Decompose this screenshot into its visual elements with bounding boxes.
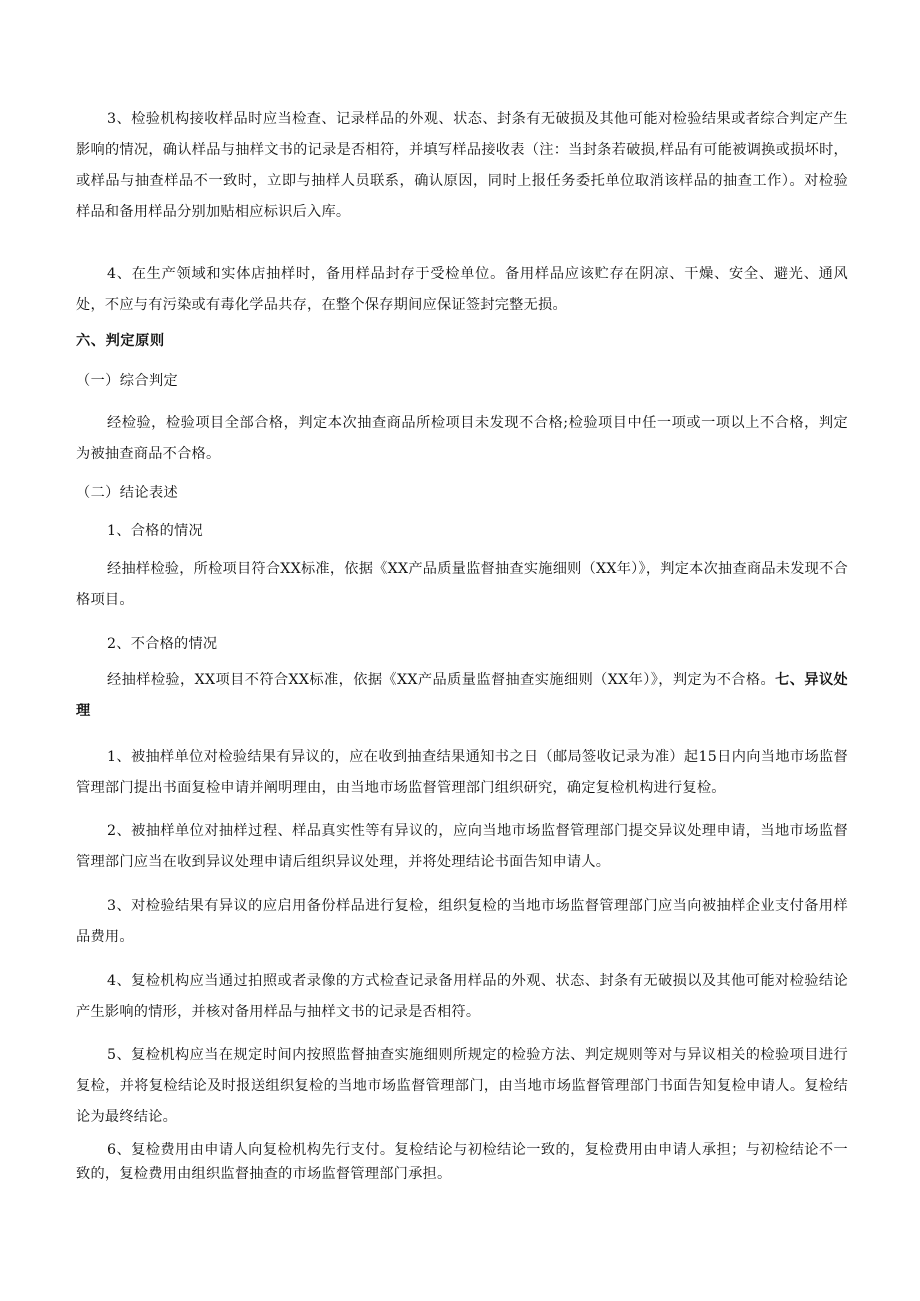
- section-heading-judgment-principles: 六、判定原则: [76, 333, 165, 349]
- paragraph-qualified-case: 经抽样检验，所检项目符合XX标准，依据《XX产品质量监督抽查实施细则（XX年）》，判定本次抽查商品未发现不合格项目。: [76, 561, 848, 608]
- paragraph-recheck-fees: 6、复检费用由申请人向复检机构先行支付。复检结论与初检结论一致的，复检费用由申请人承担；与初检结论不一致的，复检费用由组织监督抽查的市场监督管理部门承担。: [76, 1142, 848, 1182]
- subsection-conclusion-statement: （二）结论表述: [76, 485, 179, 501]
- item-unqualified-case: 2、不合格的情况: [107, 636, 218, 652]
- unqualified-case-text: 经抽样检验，XX项目不符合XX标准，依据《XX产品质量监督抽查实施细则（XX年）》，判定为不合格。: [107, 672, 776, 688]
- paragraph-objection-sampling-process: 2、被抽样单位对抽样过程、样品真实性等有异议的，应向当地市场监督管理部门提交异议处理申请，当地市场监督管理部门应当在收到异议处理申请后组织异议处理，并将处理结论书面告知申请人。: [76, 823, 848, 870]
- paragraph-recheck-inspection-record: 4、复检机构应当通过拍照或者录像的方式检查记录备用样品的外观、状态、封条有无破损以及其他可能对检验结论产生影响的情形，并核对备用样品与抽样文书的记录是否相符。: [76, 973, 848, 1020]
- subsection-comprehensive-judgment: （一）综合判定: [76, 373, 179, 389]
- item-qualified-case: 1、合格的情况: [107, 523, 203, 539]
- paragraph-objection-recheck-application: 1、被抽样单位对检验结果有异议的，应在收到抽查结果通知书之日（邮局签收记录为准）起15日内向当地市场监督管理部门提出书面复检申请并阐明理由，由当地市场监督管理部门组织研究，确定复检机构进行复检。: [76, 749, 848, 796]
- paragraph-recheck-procedure: 5、复检机构应当在规定时间内按照监督抽查实施细则所规定的检验方法、判定规则等对与异议相关的检验项目进行复检，并将复检结论及时报送组织复检的当地市场监督管理部门，由当地市场监督管理部门书面告知复检申请人。复检结论为最终结论。: [76, 1047, 848, 1125]
- section-heading-objection-handling: 七、异议处理: [76, 672, 848, 719]
- paragraph-unqualified-case: [76, 665, 848, 727]
- paragraph-sample-receipt: 3、检验机构接收样品时应当检查、记录样品的外观、状态、封条有无破损及其他可能对检验结果或者综合判定产生影响的情况，确认样品与抽样文书的记录是否相符，并填写样品接收表（注：当封条若破损,样品有可能被调换或损坏时，或样品与抽查样品不一致时，立即与抽样人员联系，确认原因，同时上报任务委托单位取消该样品的抽查工作）。对检验样品和备用样品分别加贴相应标识后入库。: [76, 111, 848, 220]
- paragraph-backup-sample-storage: 4、在生产领域和实体店抽样时，备用样品封存于受检单位。备用样品应该贮存在阴凉、干燥、安全、避光、通风处，不应与有污染或有毒化学品共存，在整个保存期间应保证签封完整无损。: [76, 266, 848, 313]
- paragraph-comprehensive-judgment: 经检验，检验项目全部合格，判定本次抽查商品所检项目未发现不合格;检验项目中任一项或一项以上不合格，判定为被抽查商品不合格。: [76, 415, 848, 462]
- paragraph-backup-sample-recheck: 3、对检验结果有异议的应启用备份样品进行复检，组织复检的当地市场监督管理部门应当向被抽样企业支付备用样品费用。: [76, 898, 848, 945]
